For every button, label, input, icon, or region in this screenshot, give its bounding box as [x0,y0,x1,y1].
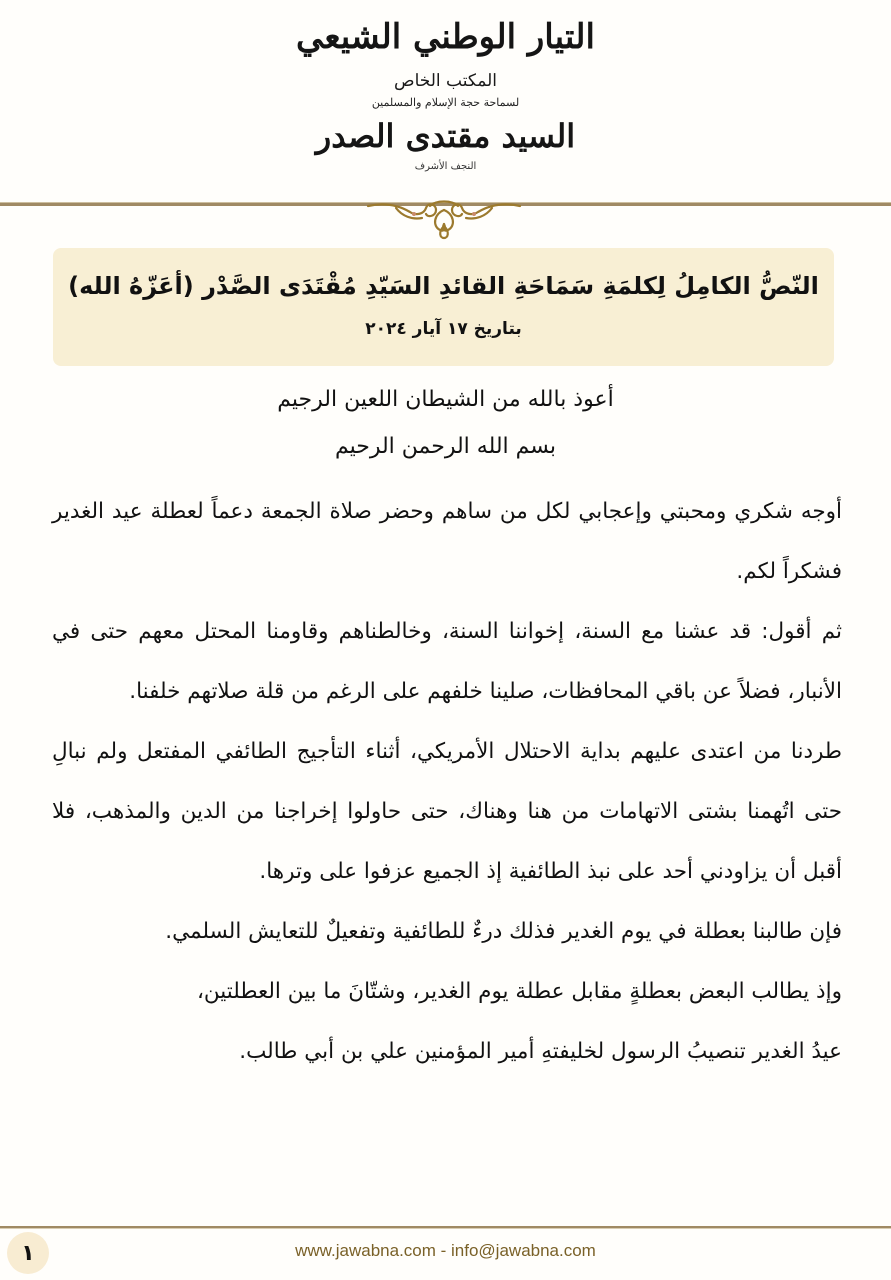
footer-contact[interactable]: www.jawabna.com - info@jawabna.com [295,1241,596,1260]
letterhead-logo [0,0,891,200]
letterhead-movement-name: التيار الوطني الشيعي [296,17,595,57]
letterhead-person-name: السيد مقتدى الصدر [315,117,576,155]
opening-isti-adha: أعوذ بالله من الشيطان اللعين الرجيم [277,387,614,412]
paragraph: أوجه شكري ومحبتي وإعجابي لكل من ساهم وحضر صلاة الجمعة دعماً لعطلة عيد الغدير فشكراً لكم. [52,499,842,584]
ornament-icon [366,196,522,240]
letterhead-honorific: لسماحة حجة الإسلام والمسلمين [371,96,520,109]
paragraph: ثم أقول: قد عشنا مع السنة، إخواننا السنة، وخالطناهم وقاومنا المحتل معهم حتى في الأنبار، فضلاً عن باقي المحافظات، صلينا خلفهم على الرغم من قلة صلاتهم خلفنا. [52,619,842,704]
letterhead-location: النجف الأشرف [414,161,477,172]
paragraph: فإن طالبنا بعطلة في يوم الغدير فذلك درءٌ للطائفية وتفعيلٌ للتعايش السلمي. [165,919,842,944]
opening-basmala: بسم الله الرحمن الرحيم [334,434,557,459]
speech-body [52,482,842,1082]
speech-date: بتاريخ ١٧ آيار ٢٠٢٤ [365,319,522,339]
paragraph: طردنا من اعتدى عليهم بداية الاحتلال الأمريكي، أثناء التأجيج الطائفي المفتعل ولم نبالِ حتى اتُهمنا بشتى الاتهامات من هنا وهناك، حتى حاولوا إخراجنا من الدين والمذهب، فلا أقبل أن يزاودني أحد على نبذ الطائفية إذ الجميع عزفوا على وترها. [52,739,842,884]
footer-divider [0,1226,891,1229]
page-number: ١ [21,1240,35,1266]
paragraph: وإذ يطالب البعض بعطلةٍ مقابل عطلة يوم الغدير، وشتّانَ ما بين العطلتين، [196,979,842,1004]
paragraph: عيدُ الغدير تنصيبُ الرسول لخليفتهِ أمير المؤمنين علي بن أبي طالب. [239,1039,842,1064]
letterhead-office-name: المكتب الخاص [394,71,497,91]
title-box [53,248,834,366]
page-title: النّصُّ الكامِلُ لِكلمَةِ سَمَاحَةِ القائدِ السَيّدِ مُقْتَدَى الصَّدْر (أعَزّهُ الله) [68,272,819,300]
